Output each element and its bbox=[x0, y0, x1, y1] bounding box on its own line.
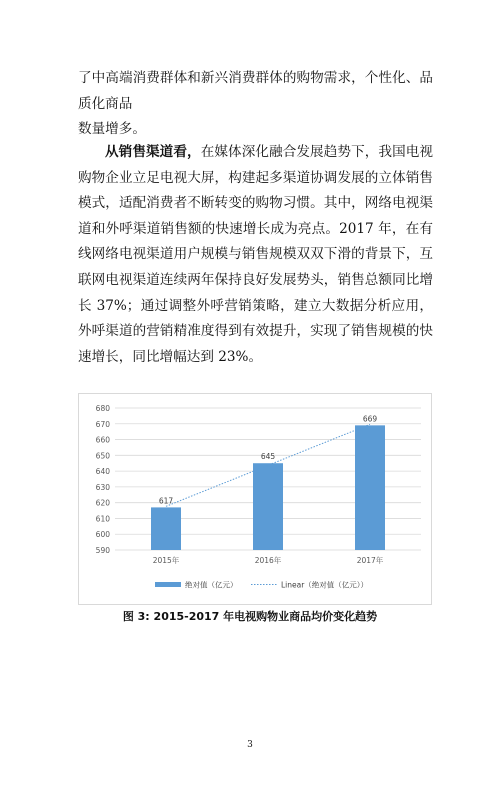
paragraph-1-line-1: 了中高端消费群体和新兴消费群体的购物需求，个性化、品质化商品 bbox=[78, 70, 433, 112]
bar bbox=[151, 507, 181, 550]
data-label: 645 bbox=[260, 452, 276, 462]
bar bbox=[355, 425, 385, 550]
y-tick-label: 620 bbox=[95, 498, 110, 508]
data-label: 669 bbox=[362, 414, 378, 424]
data-label: 617 bbox=[158, 496, 174, 506]
x-tick-label: 2016年 bbox=[254, 556, 282, 565]
paragraph-2-body: 在媒体深化融合发展趋势下，我国电视购物企业立足电视大屏，构建起多渠道协调发展的立体销售模式，适配消费者不断转变的购物习惯。其中，网络电视渠道和外呼渠道销售额的快速增长成为亮点。2017 年，在有线网络电视渠道用户规模与销售规模双双下滑的背景下，互联网电视渠道连续两年保持良好发展势头，销售总额同比增长 37%；通过调整外呼营销策略，建立大数据分析应用，外呼渠道的营销精准度得到有效提升，实现了销售规模的快速增长，同比增幅达到 23%。 bbox=[78, 144, 434, 365]
legend-label-bars: 绝对值（亿元） bbox=[185, 580, 238, 590]
paragraph-1 bbox=[78, 66, 433, 143]
x-tick-label: 2015年 bbox=[152, 556, 180, 565]
legend-label-trendline: Linear（绝对值（亿元）） bbox=[281, 580, 369, 590]
y-tick-label: 600 bbox=[95, 530, 110, 540]
y-tick-label: 650 bbox=[95, 451, 110, 461]
y-tick-label: 590 bbox=[95, 546, 110, 555]
legend-swatch-bars bbox=[155, 582, 181, 587]
bar bbox=[253, 463, 283, 550]
y-tick-label: 660 bbox=[95, 435, 110, 445]
chart-frame bbox=[78, 393, 432, 605]
x-tick-label: 2017年 bbox=[356, 556, 384, 565]
y-tick-label: 610 bbox=[95, 514, 110, 524]
y-tick-label: 640 bbox=[95, 467, 110, 477]
paragraph-1-line-2: 数量增多。 bbox=[78, 121, 146, 138]
y-tick-label: 630 bbox=[95, 482, 110, 492]
average-price-chart bbox=[79, 394, 433, 606]
y-tick-label: 680 bbox=[95, 404, 110, 413]
y-tick-label: 670 bbox=[95, 419, 110, 429]
figure-caption: 图 3: 2015-2017 年电视购物业商品均价变化趋势 bbox=[122, 610, 378, 623]
paragraph-2 bbox=[78, 140, 433, 370]
page-number: 3 bbox=[247, 740, 253, 750]
paragraph-2-lead: 从销售渠道看， bbox=[105, 144, 201, 160]
